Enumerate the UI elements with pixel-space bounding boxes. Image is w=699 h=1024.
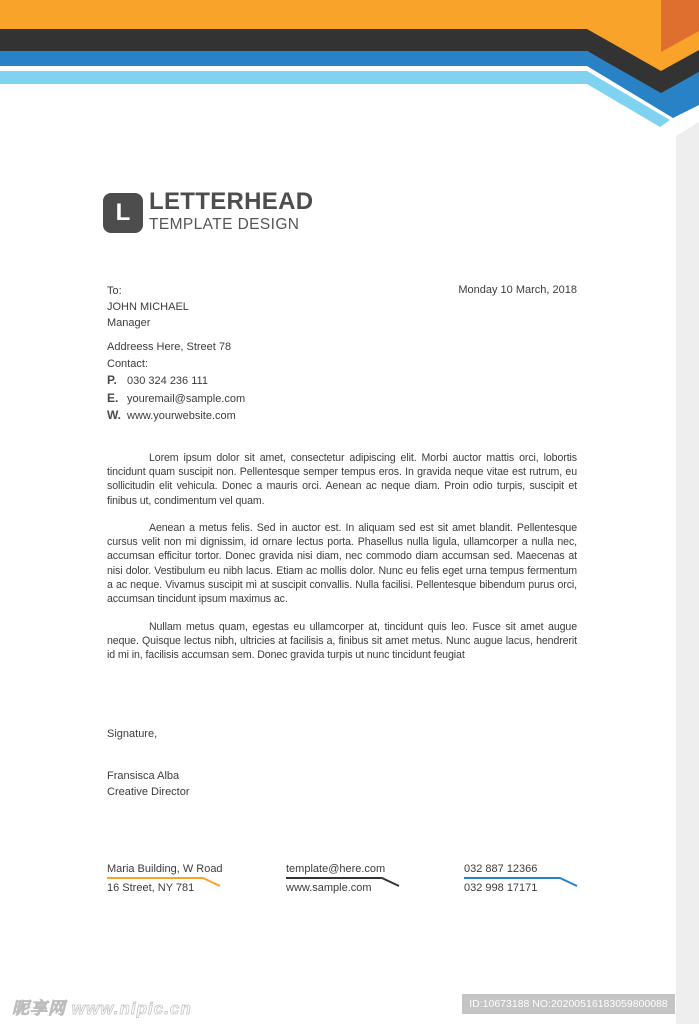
- signer-name: Fransisca Alba: [107, 770, 180, 782]
- signer-block: [107, 768, 190, 800]
- logo-subtitle: TEMPLATE DESIGN: [149, 216, 300, 233]
- phone-value: 030 324 236 111: [127, 375, 208, 387]
- website-letter: W.: [107, 408, 121, 422]
- footer-web: [286, 862, 385, 896]
- watermark-site: 昵享网 www.nipic.cn: [12, 999, 192, 1018]
- signature-label: Signature,: [107, 728, 158, 740]
- phone-letter: P.: [107, 373, 117, 387]
- address-block: [107, 339, 245, 425]
- header-stripes: [0, 0, 699, 140]
- email-value[interactable]: youremail@sample.com: [127, 392, 246, 405]
- footer-email[interactable]: template@here.com: [286, 863, 386, 875]
- paragraph-text: Aenean a metus felis. Sed in auctor est. In aliquam sed est sit amet blandit. Pellentesque cursus velit non mi dignissim, id ornare lectus porta. Phasellus nulla ligula, ullamcorper a nulla nec, accumsan efficitur tortor. Donec gravida nisi diam, nec commodo diam accumsan sed. Maecenas at nisi dolor. Vestibulum eu nibh lacus. Etiam ac mollis dolor. Nunc eu felis eget urna tempus fermentum a ac neque. Vivamus suscipit mi at suscipit convallis. Nulla facilisi. Pellentesque bibendum purus orci, accumsan tincidunt ipsum maximus ac.: [107, 522, 577, 606]
- light-blue-stripe: [0, 71, 670, 127]
- footer-address-line-2: 16 Street, NY 781: [107, 882, 195, 894]
- website-row: [107, 407, 245, 425]
- recipient-block: [107, 283, 189, 331]
- footer-accent-line-blue: [464, 876, 579, 888]
- email-letter: E.: [107, 390, 119, 405]
- body-paragraph-2: [107, 521, 577, 606]
- paragraph-text: Lorem ipsum dolor sit amet, consectetur adipiscing elit. Morbi auctor mattis orci, lobortis tincidunt quam suscipit non. Pellentesque semper tempus eros. In gravida neque vitae est rutrum, eu sollicitudin elit vehicula. Donec a mauris orci. Aenean ac neque diam. Proin odio turpis, suscipit et finibus ut, condimentum vel quam.: [107, 452, 577, 507]
- watermark-id: ID:10673188 NO:20200516183059800088: [462, 994, 675, 1014]
- body-paragraph-3: [107, 620, 577, 663]
- footer-phone-1: 032 887 12366: [464, 863, 538, 875]
- footer-phones: [464, 862, 537, 896]
- contact-label: Contact:: [107, 357, 148, 370]
- logo: [103, 190, 313, 235]
- logo-mark: [103, 193, 143, 233]
- footer-address: [107, 862, 223, 896]
- address-line: Addreess Here, Street 78: [107, 341, 232, 353]
- letter-date: Monday 10 March, 2018: [458, 284, 577, 296]
- website-value[interactable]: www.yourwebsite.com: [127, 410, 236, 422]
- footer-phone-2: 032 998 17171: [464, 882, 538, 894]
- footer-accent-line-charcoal: [286, 876, 401, 888]
- body-paragraph-1: [107, 451, 577, 508]
- phone-row: [107, 372, 245, 390]
- footer-address-line-1: Maria Building, W Road: [107, 863, 223, 875]
- email-row: [107, 390, 245, 408]
- signer-title: Creative Director: [107, 786, 190, 798]
- paragraph-text: Nullam metus quam, egestas eu ullamcorper at, tincidunt quis leo. Fusce sit amet augue neque. Quisque lectus nibh, ultricies at facilisis a, finibus sit amet metus. Nunc augue lacus, hendrerit id mi in, facilisis accumsan sem. Donec gravida turpis ut nunc tincidunt feugiat: [107, 621, 577, 662]
- logo-title: LETTERHEAD: [149, 188, 314, 215]
- logo-letter: L: [115, 198, 131, 226]
- footer-accent-line-orange: [107, 876, 222, 888]
- footer-website[interactable]: www.sample.com: [286, 882, 372, 894]
- to-label: To:: [107, 285, 122, 297]
- recipient-name: JOHN MICHAEL: [107, 301, 189, 313]
- recipient-title: Manager: [107, 317, 151, 329]
